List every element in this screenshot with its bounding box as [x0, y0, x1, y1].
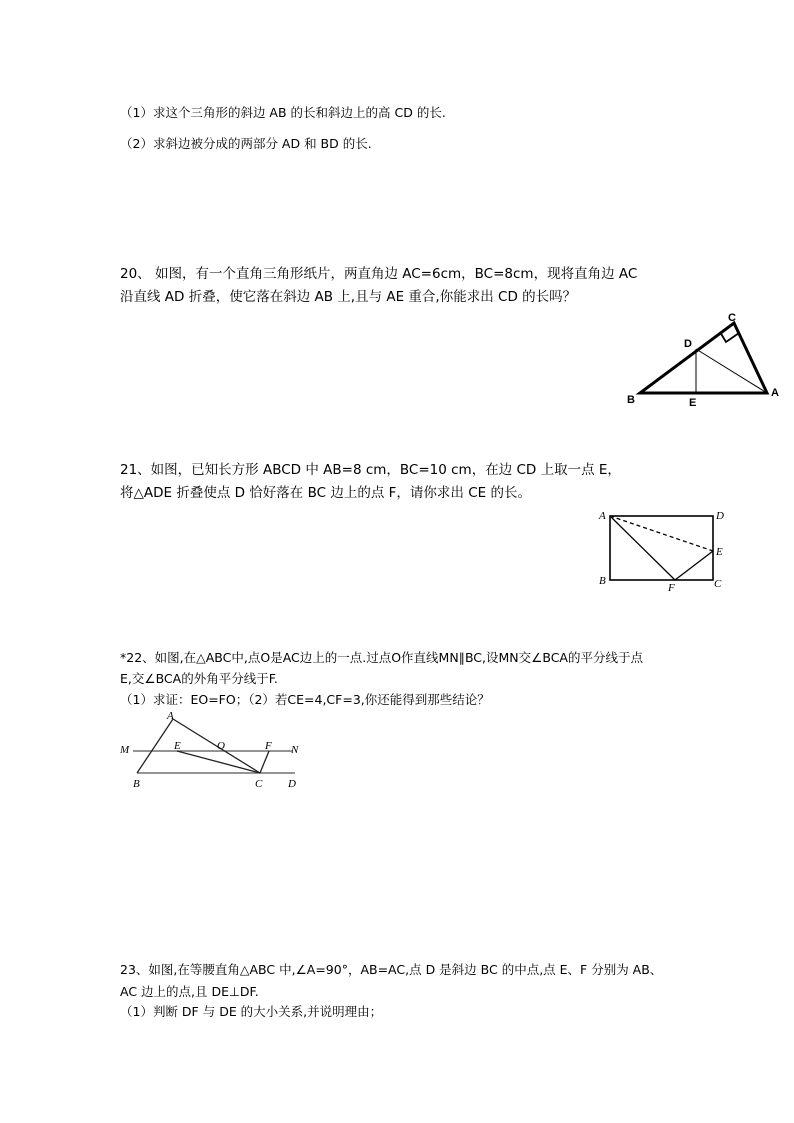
q21-label-b: B — [599, 575, 606, 587]
q21-segment-fe — [675, 551, 713, 580]
q20-figure — [620, 305, 790, 410]
q22-label-a: A — [167, 710, 174, 722]
q21-figure — [595, 505, 735, 595]
q21-rectangle — [610, 516, 713, 580]
q20-label-c: C — [728, 312, 736, 324]
q22-figure — [115, 708, 305, 793]
q22-segment-ce — [177, 751, 260, 773]
q22-line1: *22、如图,在△ABC中,点O是AC边上的一点.过点O作直线MN∥BC,设MN交∠BCA的平分线于点 — [120, 650, 643, 665]
q22-label-d: D — [288, 778, 296, 790]
q20-label-a: A — [771, 387, 779, 399]
q22-segment-cf — [260, 751, 269, 773]
q22-label-o: O — [217, 740, 225, 752]
q21-label-e: E — [716, 546, 723, 558]
q20-triangle — [640, 323, 767, 393]
q20-label-d: D — [684, 338, 692, 350]
q20-line2: 沿直线 AD 折叠，使它落在斜边 AB 上,且与 AE 重合,你能求出 CD 的长吗？ — [120, 289, 577, 305]
q23-line3: （1）判断 DF 与 DE 的大小关系,并说明理由； — [120, 1004, 383, 1019]
q22-label-m: M — [120, 744, 130, 756]
q20-label-b: B — [627, 394, 635, 406]
q20-line1: 20、 如图，有一个直角三角形纸片，两直角边 AC=6cm，BC=8cm，现将直角边 AC — [120, 266, 638, 282]
q23-line1: 23、如图,在等腰直角△ABC 中,∠A=90°，AB=AC,点 D 是斜边 BC 的中点,点 E、F 分别为 AB、 — [120, 962, 663, 977]
q21-label-d: D — [716, 510, 724, 522]
q21-line1: 21、如图，已知长方形 ABCD 中 AB=8 cm，BC=10 cm，在边 CD 上取一点 E， — [120, 462, 621, 478]
q23-line2: AC 边上的点,且 DE⊥DF. — [120, 984, 259, 999]
q21-label-f: F — [668, 582, 675, 594]
q20-label-e: E — [689, 397, 697, 409]
q21-line2: 将△ADE 折叠使点 D 恰好落在 BC 边上的点 F，请你求出 CE 的长。 — [120, 485, 531, 501]
q22-segment-ab — [137, 719, 173, 773]
q19-part1: （1）求这个三角形的斜边 AB 的长和斜边上的高 CD 的长. — [120, 105, 446, 120]
q22-label-e: E — [174, 740, 181, 752]
q22-label-f: F — [265, 740, 272, 752]
q21-label-c: C — [714, 578, 722, 590]
q21-segment-ae-dashed — [610, 516, 713, 551]
q22-label-n: N — [291, 744, 299, 756]
q22-line3: （1）求证：EO=FO；（2）若CE=4,CF=3,你还能得到那些结论？ — [120, 692, 490, 707]
q21-segment-af — [610, 516, 675, 580]
q22-line2: E,交∠BCA的外角平分线于F. — [120, 671, 278, 686]
q22-label-c: C — [255, 778, 263, 790]
q21-label-a: A — [599, 510, 606, 522]
q20-right-angle-mark — [720, 332, 739, 342]
q19-part2: （2）求斜边被分成的两部分 AD 和 BD 的长. — [120, 136, 372, 151]
q22-label-b: B — [133, 778, 140, 790]
